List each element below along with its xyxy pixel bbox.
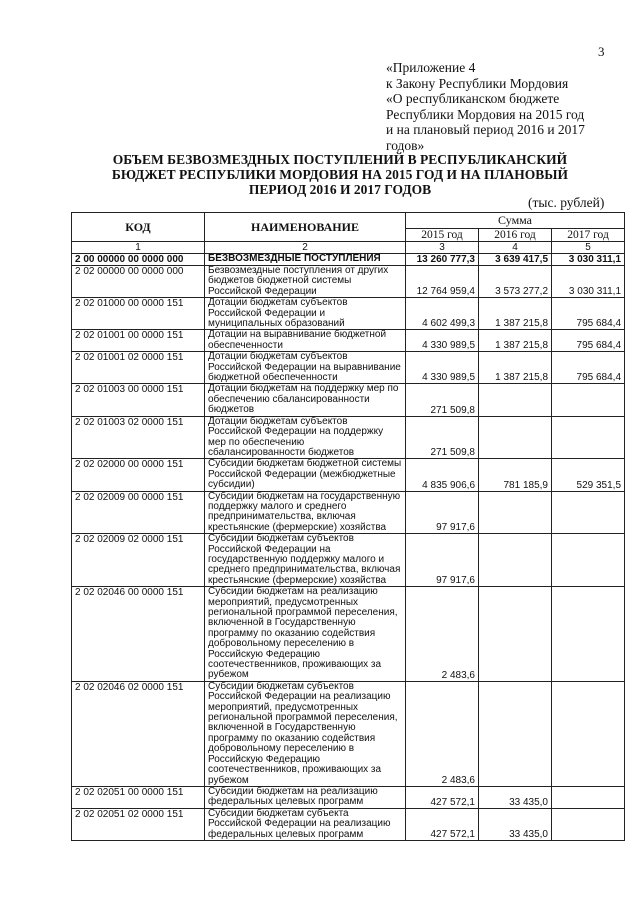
row-value-2016: 1 387 215,8 <box>479 330 552 352</box>
row-value-2017: 795 684,4 <box>552 330 625 352</box>
row-value-2015: 2 483,6 <box>406 587 479 682</box>
row-value-2017: 795 684,4 <box>552 352 625 384</box>
row-name: Субсидии бюджетам субъектов Российской Федерации на реализацию мероприятий, предусмотренных региональной программой переселения, включенной в Государственную программу по оказанию содействия добровольному переселению в Российскую Федерацию соотечественников, проживающих за рубежом <box>205 681 406 786</box>
row-value-2015: 271 509,8 <box>406 416 479 459</box>
row-value-2017: 3 030 311,1 <box>552 254 625 266</box>
appendix-line: годов» <box>386 137 425 153</box>
appendix-line: к Закону Республики Мордовия <box>386 75 569 91</box>
appendix-note <box>386 60 626 153</box>
row-name: Субсидии бюджетам на государственную поддержку малого и среднего предпринимательства, включая крестьянские (фермерские) хозяйства <box>205 491 406 534</box>
table-row <box>72 416 625 459</box>
row-value-2015: 12 764 959,4 <box>406 266 479 298</box>
row-value-2016: 33 435,0 <box>479 786 552 808</box>
row-value-2015: 97 917,6 <box>406 534 479 587</box>
header-name: НАИМЕНОВАНИЕ <box>205 213 406 242</box>
row-value-2017 <box>552 416 625 459</box>
row-value-2015: 13 260 777,3 <box>406 254 479 266</box>
row-code: 2 02 02009 02 0000 151 <box>72 534 205 587</box>
table-row <box>72 459 625 491</box>
row-value-2017 <box>552 534 625 587</box>
column-number: 1 <box>72 242 205 254</box>
row-value-2015: 97 917,6 <box>406 491 479 534</box>
row-value-2017 <box>552 491 625 534</box>
row-name: Субсидии бюджетам субъектов Российской Федерации на государственную поддержку малого и среднего предпринимательства, включая крестьянские (фермерские) хозяйства <box>205 534 406 587</box>
row-code: 2 02 02051 02 0000 151 <box>72 808 205 840</box>
row-value-2016 <box>479 416 552 459</box>
row-code: 2 02 02046 02 0000 151 <box>72 681 205 786</box>
header-year-2015: 2015 год <box>406 229 479 242</box>
document-title: ОБЪЕМ БЕЗВОЗМЕЗДНЫХ ПОСТУПЛЕНИЙ В РЕСПУБЛИКАНСКИЙ БЮДЖЕТ РЕСПУБЛИКИ МОРДОВИЯ НА 2015 ГОД И НА ПЛАНОВЫЙ ПЕРИОД 2016 И 2017 ГОДОВ <box>111 152 569 197</box>
row-name: Субсидии бюджетам на реализацию мероприятий, предусмотренных региональной программой переселения, включенной в Государственную программу по оказанию содействия добровольному переселению в Российскую Федерацию соотечественников, проживающих за рубежом <box>205 587 406 682</box>
column-number: 2 <box>205 242 406 254</box>
header-code: КОД <box>72 213 205 242</box>
row-name: Дотации бюджетам субъектов Российской Федерации и муниципальных образований <box>205 298 406 330</box>
page-number: 3 <box>598 44 605 59</box>
row-value-2017 <box>552 587 625 682</box>
table-row <box>72 384 625 416</box>
row-value-2015: 4 835 906,6 <box>406 459 479 491</box>
table-body <box>72 254 625 841</box>
row-value-2015: 271 509,8 <box>406 384 479 416</box>
row-name: Субсидии бюджетам бюджетной системы Российской Федерации (межбюджетные субсидии) <box>205 459 406 491</box>
row-code: 2 02 02046 00 0000 151 <box>72 587 205 682</box>
row-name: Дотации бюджетам на поддержку мер по обеспечению сбалансированности бюджетов <box>205 384 406 416</box>
row-value-2015: 2 483,6 <box>406 681 479 786</box>
appendix-line: «О республиканском бюджете <box>386 91 560 106</box>
row-value-2017 <box>552 786 625 808</box>
table-row <box>72 254 625 266</box>
row-name: Дотации на выравнивание бюджетной обеспеченности <box>205 330 406 352</box>
row-code: 2 02 02009 00 0000 151 <box>72 491 205 534</box>
table-row <box>72 266 625 298</box>
header-year-2016: 2016 год <box>479 229 552 242</box>
row-value-2015: 4 602 499,3 <box>406 298 479 330</box>
row-name: БЕЗВОЗМЕЗДНЫЕ ПОСТУПЛЕНИЯ <box>205 254 406 266</box>
row-value-2015: 427 572,1 <box>406 786 479 808</box>
row-value-2015: 4 330 989,5 <box>406 352 479 384</box>
row-value-2016: 1 387 215,8 <box>479 298 552 330</box>
row-value-2017 <box>552 681 625 786</box>
table-row <box>72 786 625 808</box>
row-value-2017: 529 351,5 <box>552 459 625 491</box>
row-code: 2 02 01001 02 0000 151 <box>72 352 205 384</box>
row-code: 2 02 01003 00 0000 151 <box>72 384 205 416</box>
table-row <box>72 352 625 384</box>
row-code: 2 02 01003 02 0000 151 <box>72 416 205 459</box>
row-value-2016: 33 435,0 <box>479 808 552 840</box>
budget-table <box>71 212 625 841</box>
row-name: Дотации бюджетам субъектов Российской Федерации на выравнивание бюджетной обеспеченности <box>205 352 406 384</box>
column-number: 5 <box>552 242 625 254</box>
column-number: 3 <box>406 242 479 254</box>
row-name: Субсидии бюджетам субъекта Российской Федерации на реализацию федеральных целевых программ <box>205 808 406 840</box>
row-code: 2 02 01001 00 0000 151 <box>72 330 205 352</box>
row-name: Субсидии бюджетам на реализацию федеральных целевых программ <box>205 786 406 808</box>
row-value-2015: 4 330 989,5 <box>406 330 479 352</box>
header-sum: Сумма <box>406 213 625 229</box>
row-value-2015: 427 572,1 <box>406 808 479 840</box>
table-row <box>72 587 625 682</box>
row-value-2016: 3 639 417,5 <box>479 254 552 266</box>
row-value-2016 <box>479 681 552 786</box>
row-value-2016 <box>479 534 552 587</box>
unit-label: (тыс. рублей) <box>528 195 605 210</box>
appendix-line: Республики Мордовия на 2015 год <box>386 106 585 122</box>
appendix-line: «Приложение 4 <box>386 60 476 75</box>
header-year-2017: 2017 год <box>552 229 625 242</box>
row-code: 2 02 00000 00 0000 000 <box>72 266 205 298</box>
table-row <box>72 298 625 330</box>
row-code: 2 02 02051 00 0000 151 <box>72 786 205 808</box>
row-value-2016 <box>479 491 552 534</box>
table-row <box>72 534 625 587</box>
row-name: Безвозмездные поступления от других бюджетов бюджетной системы Российской Федерации <box>205 266 406 298</box>
column-number: 4 <box>479 242 552 254</box>
row-value-2016 <box>479 587 552 682</box>
row-value-2016 <box>479 384 552 416</box>
appendix-line: и на плановый период 2016 и 2017 <box>386 122 585 137</box>
row-value-2016: 781 185,9 <box>479 459 552 491</box>
table-row <box>72 681 625 786</box>
row-value-2016: 3 573 277,2 <box>479 266 552 298</box>
row-value-2016: 1 387 215,8 <box>479 352 552 384</box>
row-value-2017: 3 030 311,1 <box>552 266 625 298</box>
row-value-2017: 795 684,4 <box>552 298 625 330</box>
table-row <box>72 330 625 352</box>
row-code: 2 02 02000 00 0000 151 <box>72 459 205 491</box>
row-code: 2 02 01000 00 0000 151 <box>72 298 205 330</box>
row-name: Дотации бюджетам субъектов Российской Федерации на поддержку мер по обеспечению сбалансированности бюджетов <box>205 416 406 459</box>
row-value-2017 <box>552 384 625 416</box>
row-code: 2 00 00000 00 0000 000 <box>72 254 205 266</box>
table-row <box>72 808 625 840</box>
row-value-2017 <box>552 808 625 840</box>
table-row <box>72 491 625 534</box>
